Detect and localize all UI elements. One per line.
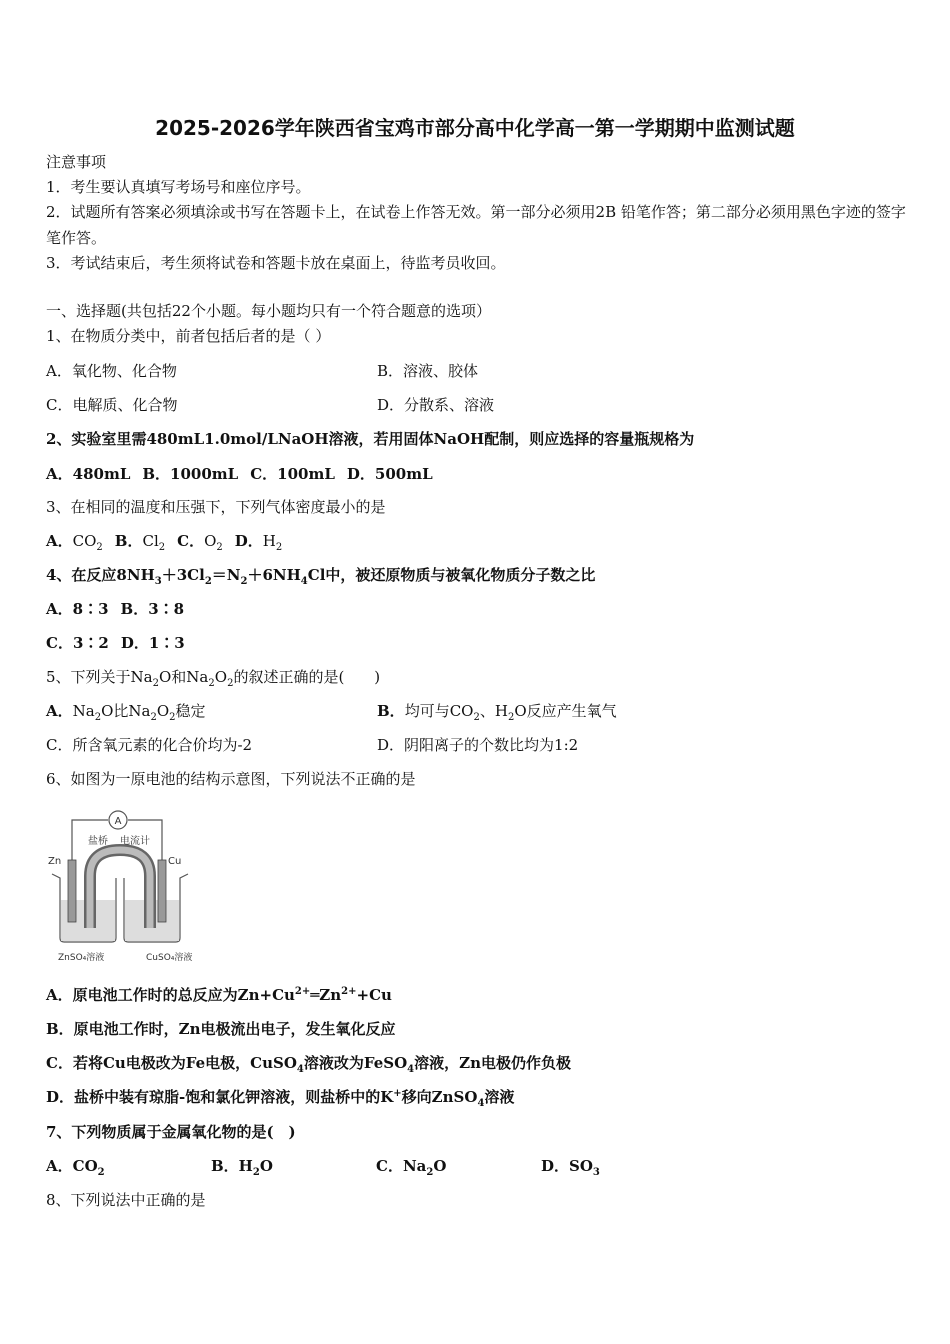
question-6-stem: 6、如图为一原电池的结构示意图，下列说法不正确的是: [46, 770, 416, 788]
q4-option-d[interactable]: D．1∶3: [120, 634, 185, 652]
q7-option-b[interactable]: B．$H_2O$: [211, 1157, 273, 1178]
q5-option-c[interactable]: C．所含氧元素的化合价均为-2: [46, 736, 253, 754]
q1-option-a[interactable]: A．氧化物、化合物: [46, 362, 177, 380]
question-2-stem: 2、实验室里需480mL1.0mol/LNaOH溶液，若用固体NaOH配制，则应选择的容量瓶规格为: [46, 430, 695, 448]
q6-option-a[interactable]: A．原电池工作时的总反应为$Zn+Cu^{2+}═Zn^{2+}+Cu$: [46, 986, 392, 1004]
question-8-stem: 8、下列说法中正确的是: [46, 1191, 206, 1209]
cu-electrode: [158, 860, 166, 922]
q4-option-a[interactable]: A．8∶3: [46, 600, 109, 618]
question-7-stem: 7、下列物质属于金属氧化物的是( ): [46, 1123, 296, 1141]
q3-option-c[interactable]: C．$O_2$: [177, 532, 223, 553]
question-1-stem: 1、在物质分类中，前者包括后者的是（ ）: [46, 327, 331, 345]
notice-item: 2．试题所有答案必须填涂或书写在答题卡上，在试卷上作答无效。第一部分必须用2B 铅笔作答；第二部分必须用黑色字迹的签字笔作答。: [46, 203, 906, 247]
question-3-stem: 3、在相同的温度和压强下，下列气体密度最小的是: [46, 498, 386, 516]
q6-option-b[interactable]: B．原电池工作时，Zn电极流出电子，发生氧化反应: [46, 1020, 396, 1038]
q3-option-d[interactable]: D．$H_2$: [234, 532, 283, 553]
question-5-stem: 5、下列关于$Na_2O$和$Na_2O_2$的叙述正确的是( ): [46, 668, 381, 689]
q7-options: [46, 1156, 706, 1176]
q6-option-d[interactable]: D．盐桥中装有琼脂-饱和氯化钾溶液，则盐桥中的K+移向ZnSO$_4$溶液: [46, 1088, 515, 1109]
galvanometer-label: 电流计: [120, 836, 150, 847]
q6-option-c[interactable]: C．若将Cu电极改为Fe电极，CuSO$_4$溶液改为FeSO$_4$溶液，Zn电极仍作负极: [46, 1054, 571, 1075]
zn-label: Zn: [48, 856, 62, 867]
galvanic-cell-diagram: [46, 808, 216, 968]
question-4-stem: 4、在反应$8NH_3+3Cl_2=N_2+6NH_4Cl$中，被还原物质与被氧化物质分子数之比: [46, 566, 596, 587]
zn-electrode: [68, 860, 76, 922]
znso4-label: ZnSO₄溶液: [58, 953, 105, 963]
q3-option-a[interactable]: A．$CO_2$: [46, 532, 103, 553]
q5-option-a[interactable]: A．$Na_2O$比$Na_2O_2$稳定: [46, 702, 206, 723]
q1-option-c[interactable]: C．电解质、化合物: [46, 396, 178, 414]
q1-option-b[interactable]: B．溶液、胶体: [377, 362, 479, 380]
page-title: 2025-2026学年陕西省宝鸡市部分高中化学高一第一学期期中监测试题: [155, 116, 795, 140]
q1-option-d[interactable]: D．分散系、溶液: [377, 396, 495, 414]
section-heading: 一、选择题(共包括22个小题。每小题均只有一个符合题意的选项）: [46, 302, 491, 320]
q4-option-b[interactable]: B．3∶8: [120, 600, 185, 618]
q7-option-d[interactable]: D．$SO_3$: [541, 1157, 600, 1178]
q2-option-d[interactable]: D．500mL: [346, 465, 433, 483]
q5-option-d[interactable]: D．阴阳离子的个数比均为1:2: [377, 736, 579, 754]
notice-item: 1．考生要认真填写考场号和座位序号。: [46, 178, 311, 196]
q2-option-a[interactable]: A．480mL: [46, 465, 131, 483]
q3-options: [46, 531, 294, 551]
q2-options: [46, 464, 445, 484]
q3-option-b[interactable]: B．$Cl_2$: [114, 532, 166, 553]
notice-heading: 注意事项: [46, 153, 107, 171]
cu-label: Cu: [168, 856, 182, 867]
notice-item: 3．考试结束后，考生须将试卷和答题卡放在桌面上，待监考员收回。: [46, 254, 506, 272]
q7-option-a[interactable]: A．$CO_2$: [46, 1157, 105, 1178]
q4-option-c[interactable]: C．3∶2: [46, 634, 109, 652]
q2-option-c[interactable]: C．100mL: [250, 465, 335, 483]
cuso4-label: CuSO₄溶液: [146, 953, 193, 963]
q7-option-c[interactable]: C．$Na_2O$: [376, 1157, 447, 1178]
ammeter-label: A: [114, 816, 122, 827]
q5-option-b[interactable]: B．均可与$CO_2$、$H_2O$反应产生氧气: [377, 702, 617, 723]
q4-options-row1: [46, 599, 196, 619]
salt-bridge-label: 盐桥: [88, 836, 108, 847]
q4-options-row2: [46, 633, 197, 653]
q2-option-b[interactable]: B．1000mL: [142, 465, 239, 483]
